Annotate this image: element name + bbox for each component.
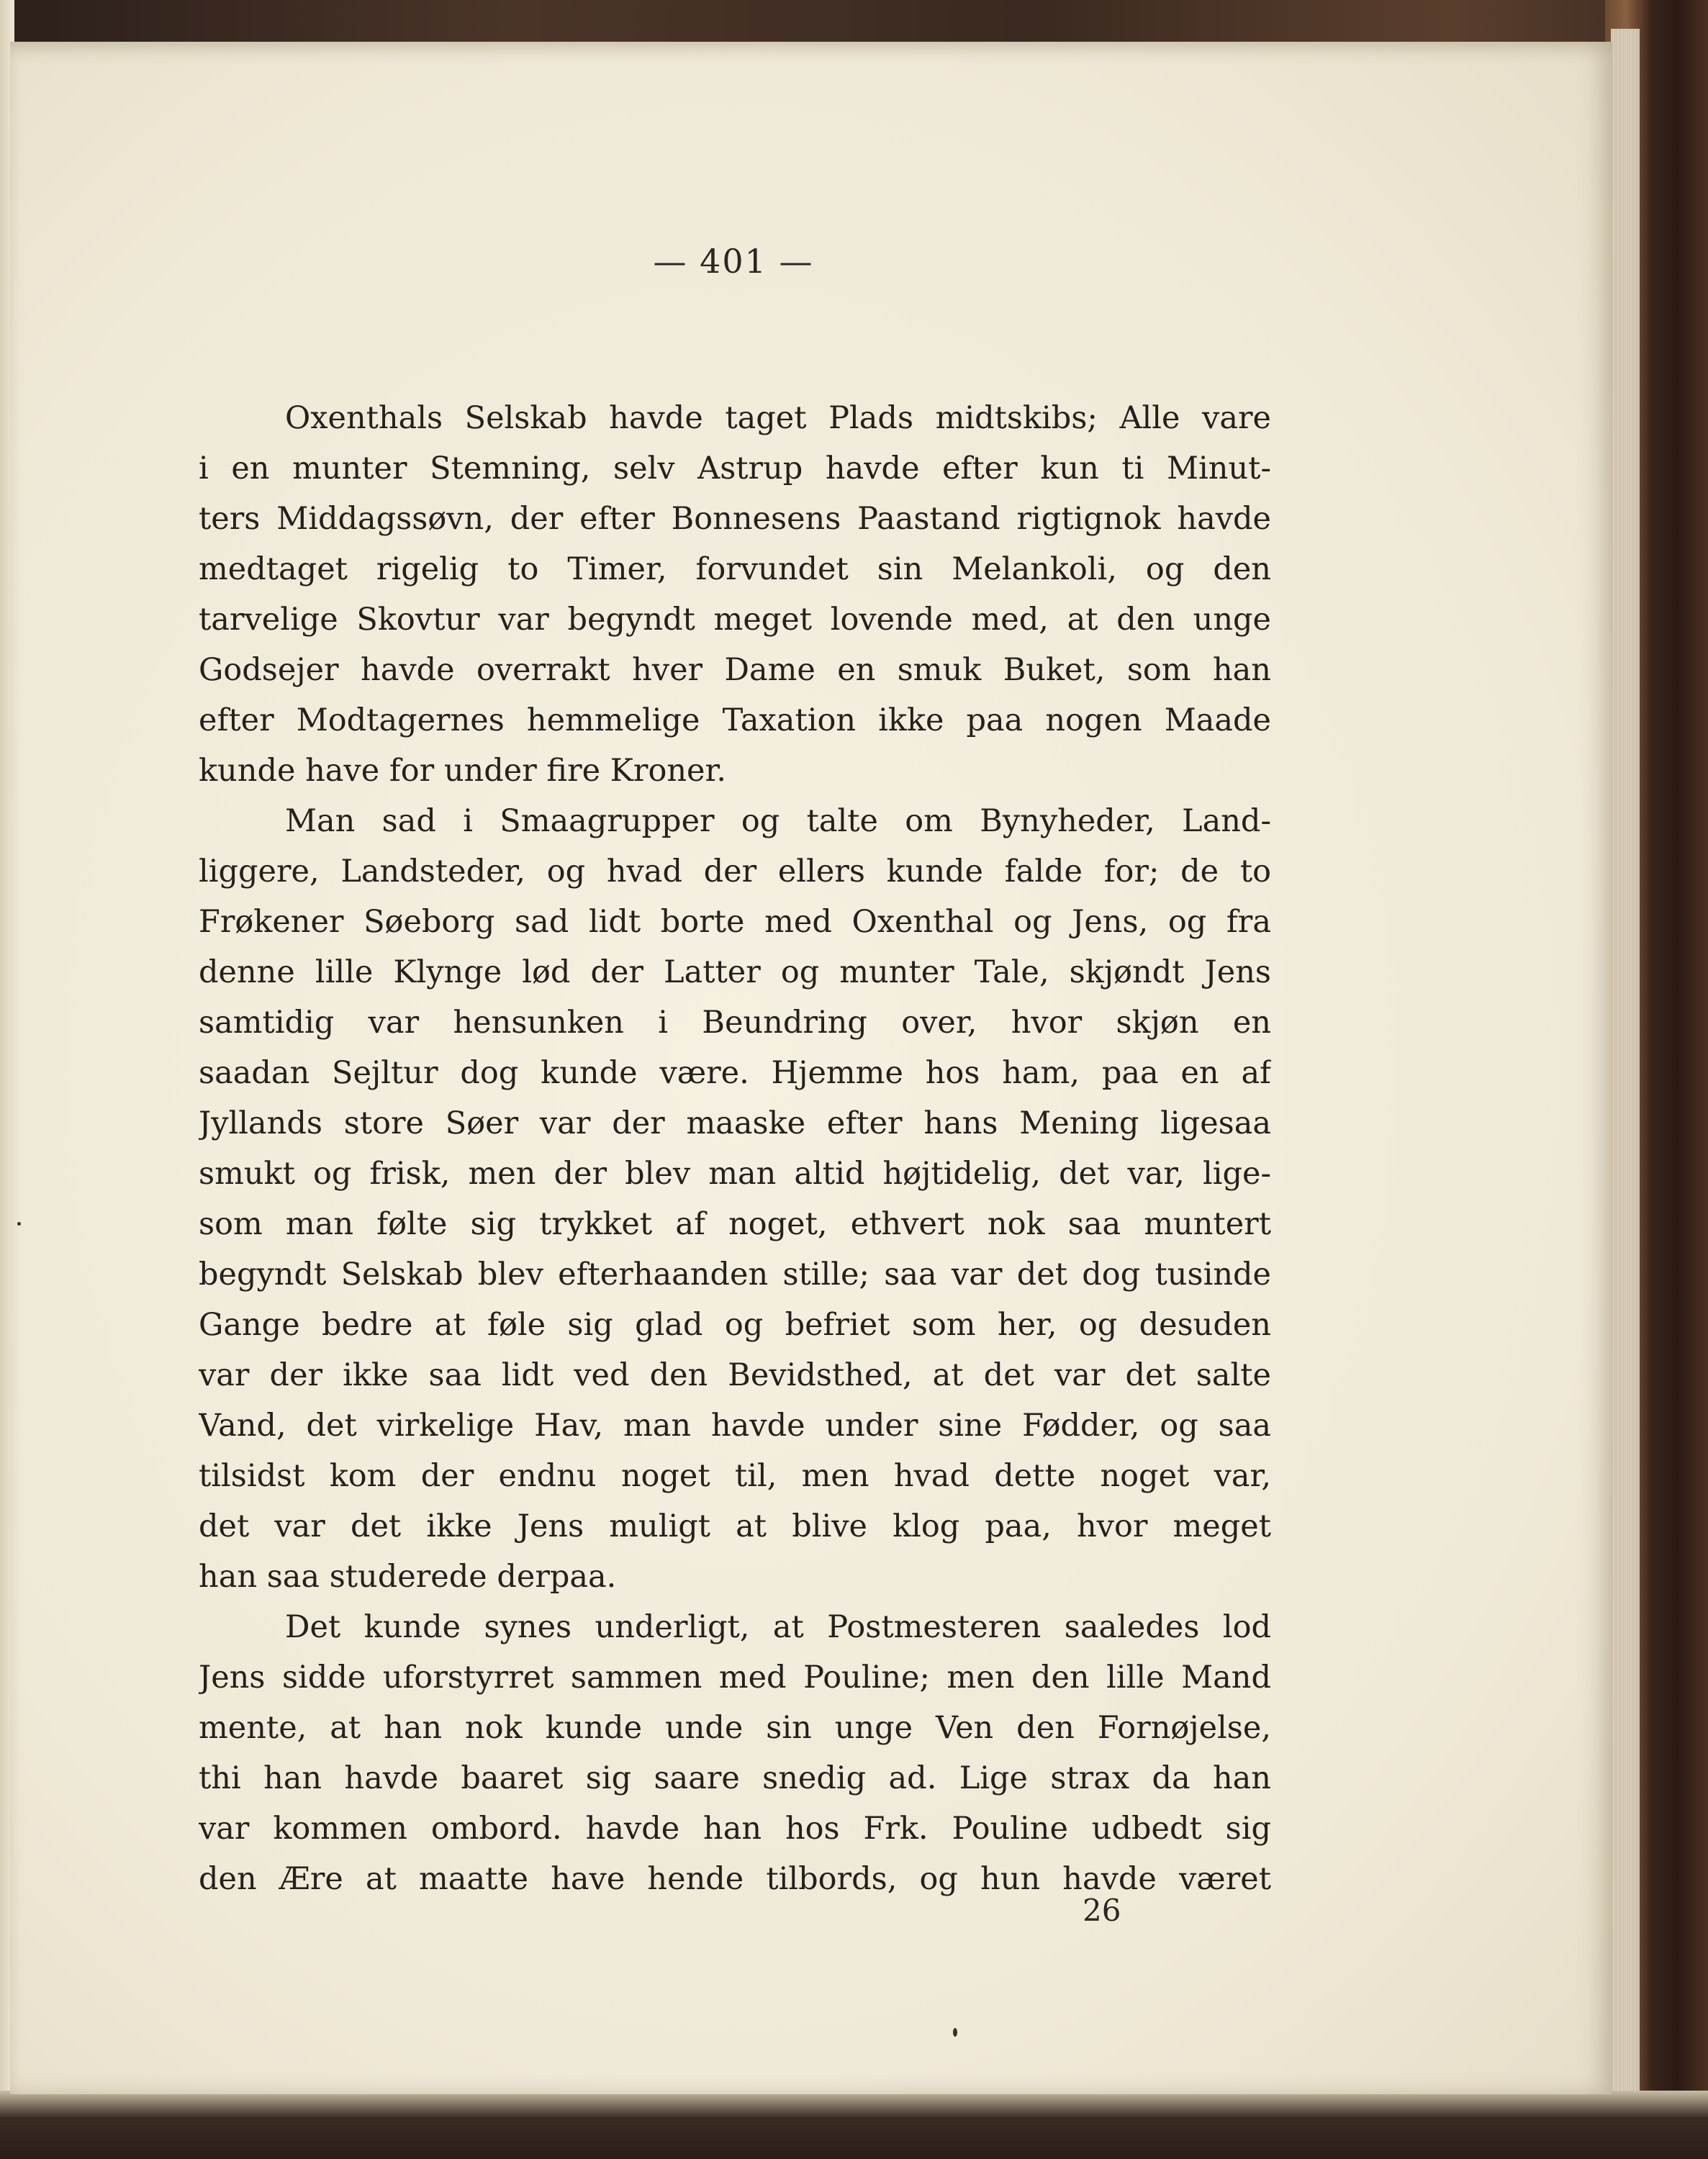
text-line: ters Middagssøvn, der efter Bonnesens Paastand rigtignok havde bbox=[199, 501, 1271, 537]
paragraph bbox=[199, 1602, 1271, 1904]
book-page bbox=[10, 42, 1612, 2094]
book-bottom-edge bbox=[0, 2091, 1708, 2159]
paragraph bbox=[199, 796, 1271, 1602]
text-line: Man sad i Smaagrupper og talte om Bynyheder, Land- bbox=[285, 803, 1271, 839]
text-line: Jyllands store Søer var der maaske efter hans Mening ligesaa bbox=[199, 1105, 1271, 1141]
text-line: i en munter Stemning, selv Astrup havde efter kun ti Minut- bbox=[199, 451, 1271, 486]
text-line: Godsejer havde overrakt hver Dame en smuk Buket, som han bbox=[199, 652, 1271, 688]
text-line: var kommen ombord. havde han hos Frk. Pouline udbedt sig bbox=[199, 1811, 1271, 1847]
text-line: Jens sidde uforstyrret sammen med Pouline; men den lille Mand bbox=[199, 1660, 1271, 1696]
text-line: Frøkener Søeborg sad lidt borte med Oxenthal og Jens, og fra bbox=[199, 904, 1271, 940]
text-line: Gange bedre at føle sig glad og befriet som her, og desuden bbox=[199, 1307, 1271, 1343]
text-line: medtaget rigelig to Timer, forvundet sin Melankoli, og den bbox=[199, 551, 1271, 587]
text-line: thi han havde baaret sig saare snedig ad. Lige strax da han bbox=[199, 1760, 1271, 1796]
text-line: smukt og frisk, men der blev man altid højtidelig, det var, lige- bbox=[199, 1156, 1271, 1192]
text-line: liggere, Landsteder, og hvad der ellers kunde falde for; de to bbox=[199, 854, 1271, 890]
signature-mark: 26 bbox=[1083, 1893, 1121, 1928]
text-line: efter Modtagernes hemmelige Taxation ikke paa nogen Maade bbox=[199, 702, 1271, 738]
text-line: han saa studerede derpaa. bbox=[199, 1559, 617, 1595]
text-line: kunde have for under fire Kroner. bbox=[199, 753, 726, 789]
page-stack-edge bbox=[1611, 29, 1640, 2137]
text-line: mente, at han nok kunde unde sin unge Ven den Fornøjelse, bbox=[199, 1710, 1271, 1746]
text-line: denne lille Klynge lød der Latter og munter Tale, skjøndt Jens bbox=[199, 954, 1271, 990]
text-line: begyndt Selskab blev efterhaanden stille; saa var det dog tusinde bbox=[199, 1257, 1271, 1293]
text-line: saadan Sejltur dog kunde være. Hjemme hos ham, paa en af bbox=[199, 1055, 1271, 1091]
paragraph bbox=[199, 393, 1271, 796]
text-line: Vand, det virkelige Hav, man havde under sine Fødder, og saa bbox=[199, 1408, 1271, 1444]
text-line: Det kunde synes underligt, at Postmesteren saaledes lod bbox=[285, 1609, 1271, 1645]
text-line: tilsidst kom der endnu noget til, men hvad dette noget var, bbox=[199, 1458, 1271, 1494]
page-number: — 401 — bbox=[653, 242, 814, 281]
body-text bbox=[199, 393, 1271, 1904]
ink-speck bbox=[17, 1222, 21, 1226]
text-line: det var det ikke Jens muligt at blive klog paa, hvor meget bbox=[199, 1508, 1271, 1544]
text-line: som man følte sig trykket af noget, ethvert nok saa muntert bbox=[199, 1206, 1271, 1242]
text-line: var der ikke saa lidt ved den Bevidsthed, at det var det salte bbox=[199, 1357, 1271, 1393]
text-line: Oxenthals Selskab havde taget Plads midtskibs; Alle vare bbox=[285, 400, 1271, 436]
text-line: tarvelige Skovtur var begyndt meget lovende med, at den unge bbox=[199, 602, 1271, 638]
ink-speck bbox=[953, 2028, 957, 2037]
text-line: samtidig var hensunken i Beundring over, hvor skjøn en bbox=[199, 1005, 1271, 1041]
text-line: den Ære at maatte have hende tilbords, og hun havde været bbox=[199, 1861, 1271, 1897]
